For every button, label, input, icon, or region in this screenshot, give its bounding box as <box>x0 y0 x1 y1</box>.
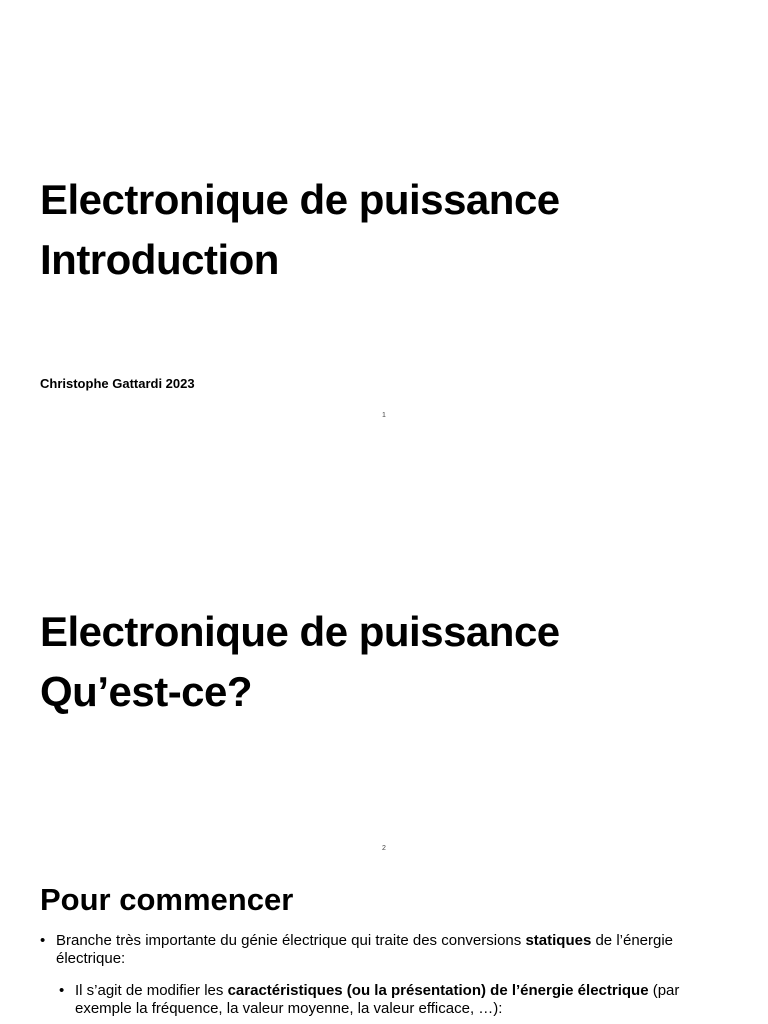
page-number: 1 <box>382 412 386 419</box>
bullet-emphasis: statiques <box>525 932 592 949</box>
bullet-marker: • <box>40 932 46 949</box>
bullet-text-end: (par exemple la fréquence, la valeur moyenne, la valeur efficace, …): <box>75 982 680 1017</box>
page-number: 2 <box>382 845 386 852</box>
title-line-2: Introduction <box>40 236 279 283</box>
section-heading: Pour commencer <box>40 882 294 917</box>
bullet-text: Il s’agit de modifier les <box>75 982 228 999</box>
author-line: Christophe Gattardi 2023 <box>40 376 195 391</box>
title-line-1: Electronique de puissance <box>40 608 560 655</box>
bullet-text: Branche très importante du génie électrique qui traite des conversions <box>56 932 526 949</box>
sub-bullet-item <box>59 982 735 1018</box>
bullet-marker: • <box>59 982 65 999</box>
bullet-emphasis: caractéristiques (ou la présentation) de l’énergie électrique <box>227 982 649 999</box>
bullet-item <box>40 932 736 968</box>
title-line-2: Qu’est-ce? <box>40 668 253 715</box>
bullet-text-end: de l’énergie électrique: <box>56 932 674 967</box>
title-line-1: Electronique de puissance <box>40 176 560 223</box>
